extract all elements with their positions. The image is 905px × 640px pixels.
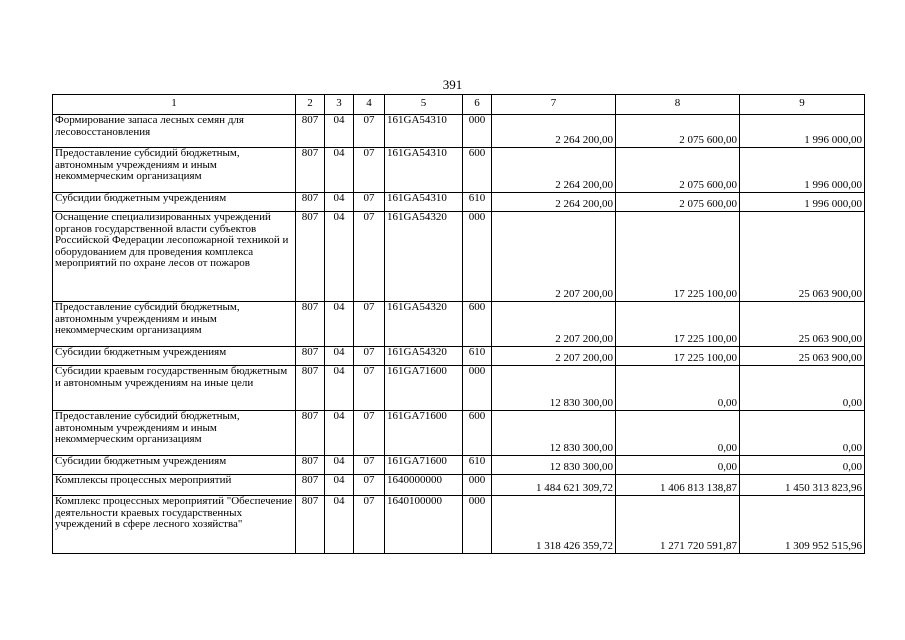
- row-name: Субсидии краевым государственным бюджетным и автономным учреждениям на иные цели: [53, 366, 296, 411]
- target-article-code: 161GA54320: [385, 302, 463, 347]
- amount-col8: 0,00: [616, 366, 740, 411]
- column-header: 6: [463, 95, 492, 115]
- row-name: Оснащение специализированных учреждений органов государственной власти субъектов Российской Федерации лесопожарной техникой и оборудованием для проведения комплекса мероприятий по охране лесов от пожаров: [53, 212, 296, 302]
- subsection-code: 07: [354, 347, 385, 366]
- amount-col8: 0,00: [616, 411, 740, 456]
- amount-col8: 1 406 813 138,87: [616, 475, 740, 496]
- column-header: 7: [492, 95, 616, 115]
- expense-type-code: 610: [463, 456, 492, 475]
- column-header: 9: [740, 95, 865, 115]
- amount-col7: 2 264 200,00: [492, 115, 616, 148]
- subsection-code: 07: [354, 411, 385, 456]
- section-code: 04: [325, 366, 354, 411]
- grbs-code: 807: [296, 148, 325, 193]
- grbs-code: 807: [296, 475, 325, 496]
- amount-col7: 1 484 621 309,72: [492, 475, 616, 496]
- table-row: [53, 496, 865, 554]
- section-code: 04: [325, 212, 354, 302]
- grbs-code: 807: [296, 212, 325, 302]
- amount-col7: 12 830 300,00: [492, 366, 616, 411]
- expense-type-code: 610: [463, 347, 492, 366]
- target-article-code: 161GA54320: [385, 212, 463, 302]
- amount-col7: 2 207 200,00: [492, 347, 616, 366]
- table-row: [53, 193, 865, 212]
- section-code: 04: [325, 411, 354, 456]
- column-header: 5: [385, 95, 463, 115]
- table-row: [53, 212, 865, 302]
- budget-table: [52, 94, 865, 554]
- grbs-code: 807: [296, 115, 325, 148]
- row-name: Субсидии бюджетным учреждениям: [53, 456, 296, 475]
- expense-type-code: 000: [463, 475, 492, 496]
- table-row: [53, 475, 865, 496]
- amount-col8: 17 225 100,00: [616, 347, 740, 366]
- amount-col8: 17 225 100,00: [616, 302, 740, 347]
- expense-type-code: 600: [463, 148, 492, 193]
- expense-type-code: 610: [463, 193, 492, 212]
- row-name: Субсидии бюджетным учреждениям: [53, 193, 296, 212]
- amount-col9: 0,00: [740, 366, 865, 411]
- row-name: Формирование запаса лесных семян для лесовосстановления: [53, 115, 296, 148]
- subsection-code: 07: [354, 302, 385, 347]
- expense-type-code: 000: [463, 115, 492, 148]
- target-article-code: 1640100000: [385, 496, 463, 554]
- target-article-code: 161GA71600: [385, 411, 463, 456]
- expense-type-code: 000: [463, 212, 492, 302]
- grbs-code: 807: [296, 302, 325, 347]
- expense-type-code: 000: [463, 496, 492, 554]
- amount-col9: 25 063 900,00: [740, 347, 865, 366]
- grbs-code: 807: [296, 366, 325, 411]
- column-header: 2: [296, 95, 325, 115]
- grbs-code: 807: [296, 193, 325, 212]
- amount-col9: 1 996 000,00: [740, 115, 865, 148]
- table-row: [53, 347, 865, 366]
- row-name: Комплекс процессных мероприятий "Обеспечение деятельности краевых государственных учреждений в сфере лесного хозяйства": [53, 496, 296, 554]
- expense-type-code: 600: [463, 411, 492, 456]
- amount-col8: 1 271 720 591,87: [616, 496, 740, 554]
- table-row: [53, 456, 865, 475]
- grbs-code: 807: [296, 411, 325, 456]
- section-code: 04: [325, 302, 354, 347]
- section-code: 04: [325, 347, 354, 366]
- amount-col7: 2 207 200,00: [492, 302, 616, 347]
- section-code: 04: [325, 475, 354, 496]
- amount-col7: 12 830 300,00: [492, 456, 616, 475]
- expense-type-code: 600: [463, 302, 492, 347]
- row-name: Комплексы процессных мероприятий: [53, 475, 296, 496]
- amount-col8: 2 075 600,00: [616, 148, 740, 193]
- amount-col9: 0,00: [740, 411, 865, 456]
- amount-col9: 1 450 313 823,96: [740, 475, 865, 496]
- table-row: [53, 148, 865, 193]
- row-name: Предоставление субсидий бюджетным, автономным учреждениям и иным некоммерческим организациям: [53, 411, 296, 456]
- amount-col9: 25 063 900,00: [740, 212, 865, 302]
- amount-col9: 25 063 900,00: [740, 302, 865, 347]
- subsection-code: 07: [354, 115, 385, 148]
- subsection-code: 07: [354, 475, 385, 496]
- expense-type-code: 000: [463, 366, 492, 411]
- table-row: [53, 366, 865, 411]
- row-name: Предоставление субсидий бюджетным, автономным учреждениям и иным некоммерческим организациям: [53, 302, 296, 347]
- target-article-code: 1640000000: [385, 475, 463, 496]
- column-header: 3: [325, 95, 354, 115]
- amount-col8: 2 075 600,00: [616, 193, 740, 212]
- amount-col9: 1 309 952 515,96: [740, 496, 865, 554]
- amount-col7: 2 264 200,00: [492, 148, 616, 193]
- column-header: 8: [616, 95, 740, 115]
- target-article-code: 161GA54310: [385, 115, 463, 148]
- table-row: [53, 302, 865, 347]
- subsection-code: 07: [354, 193, 385, 212]
- grbs-code: 807: [296, 456, 325, 475]
- row-name: Субсидии бюджетным учреждениям: [53, 347, 296, 366]
- amount-col8: 17 225 100,00: [616, 212, 740, 302]
- amount-col7: 1 318 426 359,72: [492, 496, 616, 554]
- amount-col9: 1 996 000,00: [740, 193, 865, 212]
- subsection-code: 07: [354, 366, 385, 411]
- table-row: [53, 411, 865, 456]
- amount-col9: 1 996 000,00: [740, 148, 865, 193]
- amount-col7: 12 830 300,00: [492, 411, 616, 456]
- section-code: 04: [325, 456, 354, 475]
- subsection-code: 07: [354, 496, 385, 554]
- section-code: 04: [325, 193, 354, 212]
- grbs-code: 807: [296, 347, 325, 366]
- grbs-code: 807: [296, 496, 325, 554]
- subsection-code: 07: [354, 212, 385, 302]
- target-article-code: 161GA71600: [385, 366, 463, 411]
- row-name: Предоставление субсидий бюджетным, автономным учреждениям и иным некоммерческим организациям: [53, 148, 296, 193]
- header-row: [53, 95, 865, 115]
- column-header: 4: [354, 95, 385, 115]
- target-article-code: 161GA54310: [385, 193, 463, 212]
- amount-col7: 2 264 200,00: [492, 193, 616, 212]
- target-article-code: 161GA54310: [385, 148, 463, 193]
- section-code: 04: [325, 496, 354, 554]
- subsection-code: 07: [354, 148, 385, 193]
- column-header: 1: [53, 95, 296, 115]
- page-number: 391: [442, 77, 463, 92]
- section-code: 04: [325, 148, 354, 193]
- amount-col9: 0,00: [740, 456, 865, 475]
- target-article-code: 161GA54320: [385, 347, 463, 366]
- amount-col8: 2 075 600,00: [616, 115, 740, 148]
- subsection-code: 07: [354, 456, 385, 475]
- amount-col7: 2 207 200,00: [492, 212, 616, 302]
- target-article-code: 161GA71600: [385, 456, 463, 475]
- section-code: 04: [325, 115, 354, 148]
- table-row: [53, 115, 865, 148]
- amount-col8: 0,00: [616, 456, 740, 475]
